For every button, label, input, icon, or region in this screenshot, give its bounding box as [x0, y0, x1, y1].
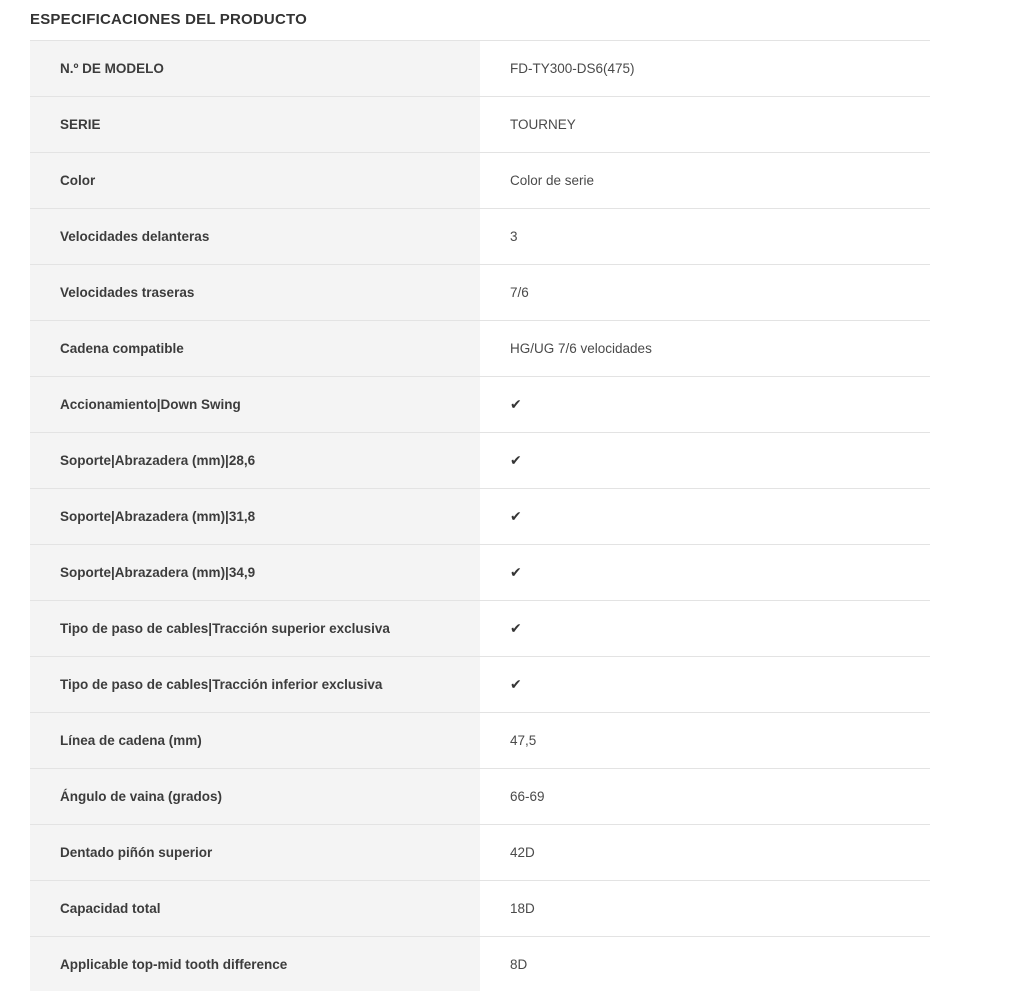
spec-value-cell — [480, 713, 930, 768]
spec-label: Soporte|Abrazadera (mm)|31,8 — [30, 489, 480, 544]
spec-value-cell — [480, 657, 930, 712]
spec-value-cell — [480, 601, 930, 656]
spec-row — [30, 97, 930, 153]
spec-value: 7/6 — [510, 285, 529, 300]
spec-value-cell — [480, 321, 930, 376]
spec-value: FD-TY300-DS6(475) — [510, 61, 635, 76]
spec-label: SERIE — [30, 97, 480, 152]
spec-label: Cadena compatible — [30, 321, 480, 376]
spec-label: Applicable top-mid tooth difference — [30, 937, 480, 991]
spec-value-cell — [480, 937, 930, 991]
spec-row — [30, 937, 930, 991]
spec-row — [30, 209, 930, 265]
spec-label: Línea de cadena (mm) — [30, 713, 480, 768]
spec-label: Accionamiento|Down Swing — [30, 377, 480, 432]
page-title: ESPECIFICACIONES DEL PRODUCTO — [30, 11, 307, 28]
spec-value-cell — [480, 41, 930, 96]
spec-value-cell — [480, 377, 930, 432]
spec-value-cell — [480, 825, 930, 880]
spec-row — [30, 769, 930, 825]
check-icon: ✔ — [510, 564, 522, 580]
spec-row — [30, 265, 930, 321]
spec-value: TOURNEY — [510, 117, 576, 132]
spec-value: 66-69 — [510, 789, 545, 804]
spec-table — [30, 40, 930, 991]
spec-row — [30, 601, 930, 657]
spec-value: 42D — [510, 845, 535, 860]
spec-value: Color de serie — [510, 173, 595, 188]
spec-row — [30, 41, 930, 97]
spec-row — [30, 825, 930, 881]
spec-label: N.º DE MODELO — [30, 41, 480, 96]
spec-value: 3 — [510, 229, 518, 244]
spec-label: Velocidades delanteras — [30, 209, 480, 264]
spec-label: Soporte|Abrazadera (mm)|34,9 — [30, 545, 480, 600]
spec-label: Color — [30, 153, 480, 208]
spec-row — [30, 545, 930, 601]
spec-value-cell — [480, 433, 930, 488]
spec-row — [30, 153, 930, 209]
check-icon: ✔ — [510, 452, 522, 468]
spec-row — [30, 657, 930, 713]
spec-label: Tipo de paso de cables|Tracción superior exclusiva — [30, 601, 480, 656]
spec-label: Ángulo de vaina (grados) — [30, 769, 480, 824]
check-icon: ✔ — [510, 676, 522, 692]
spec-row — [30, 489, 930, 545]
spec-value-cell — [480, 265, 930, 320]
check-icon: ✔ — [510, 620, 522, 636]
spec-label: Capacidad total — [30, 881, 480, 936]
check-icon: ✔ — [510, 508, 522, 524]
spec-label: Velocidades traseras — [30, 265, 480, 320]
spec-row — [30, 321, 930, 377]
spec-label: Soporte|Abrazadera (mm)|28,6 — [30, 433, 480, 488]
spec-value-cell — [480, 881, 930, 936]
spec-value-cell — [480, 97, 930, 152]
spec-label: Dentado piñón superior — [30, 825, 480, 880]
spec-value: HG/UG 7/6 velocidades — [510, 341, 652, 356]
check-icon: ✔ — [510, 396, 522, 412]
spec-value-cell — [480, 769, 930, 824]
spec-value-cell — [480, 545, 930, 600]
spec-value-cell — [480, 209, 930, 264]
spec-row — [30, 713, 930, 769]
spec-row — [30, 881, 930, 937]
spec-row — [30, 433, 930, 489]
spec-row — [30, 377, 930, 433]
spec-value-cell — [480, 153, 930, 208]
spec-value: 18D — [510, 901, 535, 916]
spec-value: 8D — [510, 957, 528, 972]
spec-label: Tipo de paso de cables|Tracción inferior exclusiva — [30, 657, 480, 712]
spec-value-cell — [480, 489, 930, 544]
spec-value: 47,5 — [510, 733, 537, 748]
